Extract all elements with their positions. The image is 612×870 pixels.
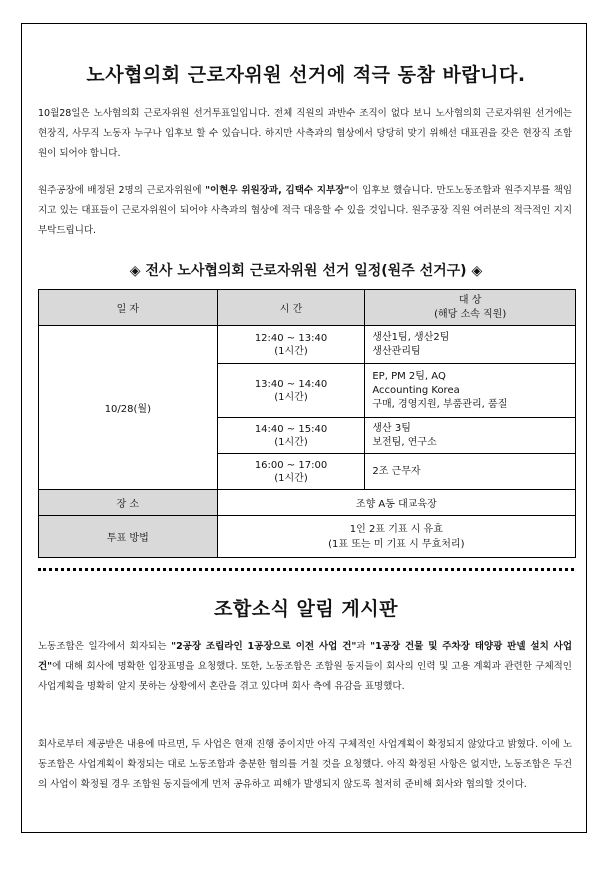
board-paragraph-1 [38,637,572,697]
board-p1-text: 노동조합은 일각에서 회자되는 [38,641,172,652]
candidate-names: "이현우 위원장과, 김택수 지부장" [205,185,350,196]
place-value: 조향 A동 대교육장 [217,490,575,516]
intro-p2-text: 원주공장에 배정된 2명의 근로자위원에 [38,185,206,196]
board-paragraph-2: 회사로부터 제공받은 내용에 따르면, 두 사업은 현재 진행 중이지만 아직 구체적인 사업계획이 확정되지 않았다고 밝혔다. 이에 노동조합은 사업계획이 확정되는 대로 노동조합과 충분한 협의를 거칠 것을 요청했다. 아직 확정된 사항은 없지만, 노동조합은 두건의 사업이 확정될 경우 조합원 동지들에게 먼저 공유하고 피해가 발생되지 않도록 철저히 준비해 회사와 협의할 것이다. [38,739,572,790]
header-target-sub: (해당 소속 직원) [434,308,507,320]
target-cell [365,454,576,490]
place-label: 장 소 [39,490,218,516]
table-row [39,516,576,558]
time-range: 14:40 ~ 15:40 [254,423,328,435]
time-cell [217,326,365,364]
method-label: 투표 방법 [39,516,218,558]
method-line: (1표 또는 미 기표 시 무효처리) [328,538,465,550]
time-range: 16:00 ~ 17:00 [254,459,328,471]
header-target [365,290,576,326]
method-value [217,516,575,558]
table-row [39,326,576,364]
table-row [39,490,576,516]
target-line: EP, PM 2팀, AQ [372,370,446,382]
target-cell [365,364,576,418]
target-cell [365,326,576,364]
board-p1-text-end: 에 대해 회사에 명확한 입장표명을 요청했다. 또한, 노동조합은 조합원 동지들이 회사의 인력 및 고용 계획과 관련한 구체적인 사업계획을 명확히 알지 못하는 상황에서 혼란을 겪고 있다며 회사 측에 유감을 표명했다. [38,661,572,692]
project-name-1: "2공장 조립라인 1공장으로 이전 사업 건" [171,641,357,652]
intro-p2-text-end: 이 입후보 했습니다. 만도노동조합과 원주지부를 책임지고 있는 대표들이 근로자위원이 되어야 사측과의 협상에 적극 대응할 수 있을 것입니다. 원주공장 직원 여러분의 적극적인 지지 부탁드립니다. [38,185,573,236]
time-range: 12:40 ~ 13:40 [254,332,328,344]
time-range: 13:40 ~ 14:40 [254,378,328,390]
header-date: 일 자 [39,290,218,326]
time-cell [217,418,365,454]
time-cell [217,364,365,418]
method-line: 1인 2표 기표 시 유효 [349,523,443,535]
dotted-divider [38,568,574,571]
schedule-table [38,289,576,558]
target-line: Accounting Korea [372,384,460,396]
header-target-title: 대 상 [458,294,482,306]
time-duration: (1시간) [274,436,308,448]
target-line: 생산 3팀 [372,422,411,434]
board-title: 조합소식 알림 게시판 [214,598,398,620]
time-duration: (1시간) [274,472,308,484]
page-title: 노사협의회 근로자위원 선거에 적극 동참 바랍니다. [86,64,526,86]
target-line: 생산관리팀 [372,345,421,357]
target-cell [365,418,576,454]
intro-paragraph-2 [38,181,572,241]
intro-paragraph-1: 10월28일은 노사협의회 근로자위원 선거투표일입니다. 전체 직원의 과반수 조직이 없다 보니 노사협의회 근로자위원 선거에는 현장직, 사무직 노동자 누구나 입후보 할 수 있습니다. 하지만 사측과의 협상에서 당당히 맞기 위해선 대표권을 갖은 현장직 조합원이 되어야 합니다. [38,108,572,159]
schedule-heading: ◈ 전사 노사협의회 근로자위원 선거 일정(원주 선거구) ◈ [129,263,483,279]
target-line: 2조 근무자 [372,465,421,477]
project-name-2: "1공장 건물 및 주차장 태양광 판넬 설치 사업 건" [38,641,572,672]
time-cell [217,454,365,490]
target-line: 구매, 경영지원, 부품관리, 품질 [372,398,508,410]
header-time: 시 간 [217,290,365,326]
time-duration: (1시간) [274,391,308,403]
board-p1-conj: 과 [356,641,371,652]
target-line: 보전팀, 연구소 [372,436,437,448]
time-duration: (1시간) [274,345,308,357]
date-cell: 10/28(월) [39,326,218,490]
target-line: 생산1팀, 생산2팀 [372,331,450,343]
